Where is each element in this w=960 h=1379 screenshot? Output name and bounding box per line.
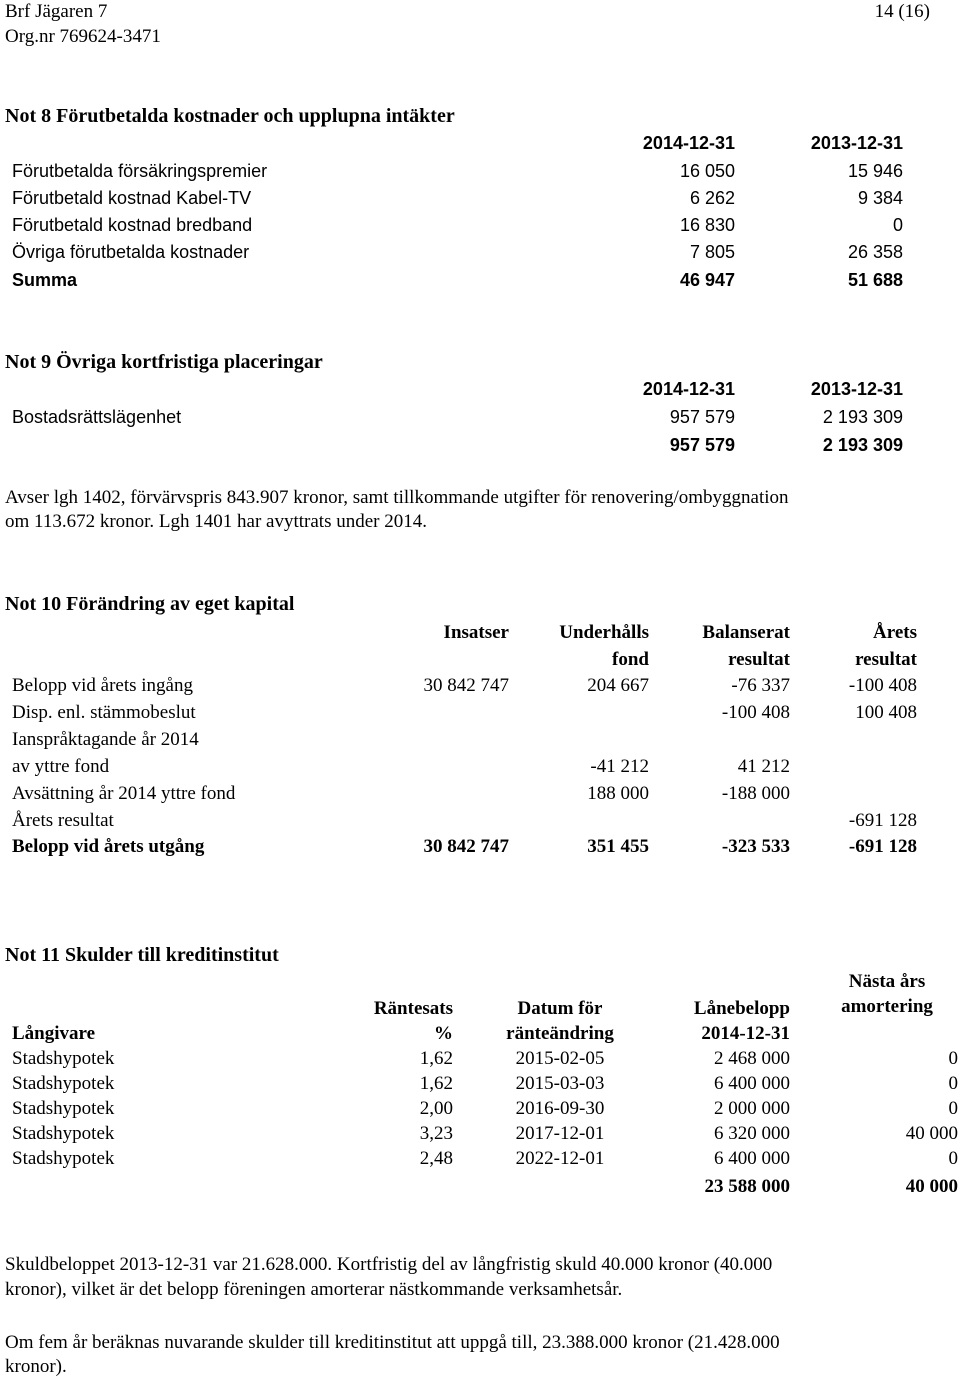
- cell-balanserat: -100 408: [721, 702, 790, 723]
- cell-amount: 2 000 000: [714, 1098, 790, 1119]
- row-value-2013: 2 193 309: [822, 407, 903, 427]
- header-date-line2: ränteändring: [506, 1023, 614, 1044]
- note11-text-line: Om fem år beräknas nuvarande skulder till kreditinstitut att uppgå till, 23.388.000 kronor (21.428.000: [5, 1332, 780, 1353]
- header-line: Balanserat: [702, 622, 790, 643]
- cell-date: 2015-02-05: [515, 1048, 605, 1069]
- cell-amount: 2 468 000: [714, 1048, 790, 1069]
- note8-col1-header: 2014-12-31: [642, 133, 735, 153]
- row-value-2014: 16 050: [679, 161, 735, 181]
- cell-date: 2022-12-01: [515, 1148, 605, 1169]
- note10-title: Not 10 Förändring av eget kapital: [5, 593, 295, 615]
- note11-text-line: Skuldbeloppet 2013-12-31 var 21.628.000. Kortfristig del av långfristig skuld 40.000 kronor (40.000: [5, 1254, 773, 1275]
- header-line: Årets: [873, 622, 917, 643]
- note8-title: Not 8 Förutbetalda kostnader och upplupna intäkter: [5, 105, 455, 127]
- total-underhallsfond: 351 455: [587, 836, 649, 857]
- cell-next-amortization: 0: [948, 1048, 958, 1069]
- row-label: Disp. enl. stämmobeslut: [12, 702, 196, 723]
- cell-balanserat: -76 337: [731, 675, 790, 696]
- total-value-2014: 46 947: [679, 270, 735, 290]
- cell-rate: 2,00: [419, 1098, 453, 1119]
- note11-text-line: kronor).: [5, 1356, 67, 1377]
- header-line: Insatser: [443, 622, 509, 643]
- cell-balanserat: -188 000: [721, 783, 790, 804]
- cell-next-amortization: 0: [948, 1098, 958, 1119]
- cell-arets: -100 408: [848, 675, 917, 696]
- row-value-2013: 0: [892, 215, 903, 235]
- note9-text-line: Avser lgh 1402, förvärvspris 843.907 kronor, samt tillkommande utgifter för renovering/ombyggnation: [5, 487, 789, 508]
- row-label: Avsättning år 2014 yttre fond: [12, 783, 236, 804]
- header-next-amortization-line2: amortering: [841, 996, 933, 1017]
- total-next-amortization: 40 000: [905, 1176, 958, 1197]
- row-label: Förutbetalda försäkringspremier: [12, 161, 268, 181]
- cell-amount: 6 400 000: [714, 1073, 790, 1094]
- row-value-2014: 6 262: [689, 188, 735, 208]
- header-rate-unit: %: [434, 1023, 453, 1044]
- cell-rate: 3,23: [419, 1123, 453, 1144]
- cell-date: 2016-09-30: [515, 1098, 605, 1119]
- row-value-2014: 957 579: [669, 407, 735, 427]
- cell-rate: 2,48: [419, 1148, 453, 1169]
- cell-underhallsfond: 188 000: [587, 783, 649, 804]
- cell-arets: 100 408: [855, 702, 917, 723]
- cell-underhallsfond: -41 212: [590, 756, 649, 777]
- cell-insatser: 30 842 747: [423, 675, 509, 696]
- total-arets: -691 128: [848, 836, 917, 857]
- row-label: Övriga förutbetalda kostnader: [12, 242, 250, 262]
- total-balanserat: -323 533: [721, 836, 790, 857]
- cell-next-amortization: 0: [948, 1148, 958, 1169]
- header-date: Datum för: [517, 998, 603, 1019]
- row-label: Ianspråktagande år 2014: [12, 729, 199, 750]
- header-amount-date: 2014-12-31: [701, 1023, 790, 1044]
- cell-lender: Stadshypotek: [12, 1148, 115, 1169]
- row-value-2013: 26 358: [847, 242, 903, 262]
- total-value-2014: 957 579: [669, 435, 735, 455]
- note11-title: Not 11 Skulder till kreditinstitut: [5, 944, 279, 966]
- row-label: Bostadsrättslägenhet: [12, 407, 182, 427]
- org-number: Org.nr 769624-3471: [5, 26, 161, 47]
- cell-balanserat: 41 212: [737, 756, 790, 777]
- note9-text-line: om 113.672 kronor. Lgh 1401 har avyttrats under 2014.: [5, 511, 427, 532]
- note9-col1-header: 2014-12-31: [642, 379, 735, 399]
- note9-title: Not 9 Övriga kortfristiga placeringar: [5, 351, 323, 373]
- cell-date: 2017-12-01: [515, 1123, 605, 1144]
- cell-amount: 6 320 000: [714, 1123, 790, 1144]
- org-name: Brf Jägaren 7: [5, 1, 108, 22]
- header-lender: Långivare: [12, 1023, 96, 1044]
- row-value-2014: 7 805: [689, 242, 735, 262]
- row-value-2014: 16 830: [679, 215, 735, 235]
- cell-lender: Stadshypotek: [12, 1098, 115, 1119]
- row-label: av yttre fond: [12, 756, 110, 777]
- row-value-2013: 15 946: [847, 161, 903, 181]
- total-amount: 23 588 000: [704, 1176, 790, 1197]
- cell-next-amortization: 40 000: [905, 1123, 958, 1144]
- cell-next-amortization: 0: [948, 1073, 958, 1094]
- total-label: Belopp vid årets utgång: [12, 836, 205, 857]
- cell-rate: 1,62: [419, 1048, 453, 1069]
- note11-text-line: kronor), vilket är det belopp föreningen amorterar nästkommande verksamhetsår.: [5, 1279, 623, 1300]
- total-value-2013: 51 688: [847, 270, 903, 290]
- cell-arets: -691 128: [848, 810, 917, 831]
- cell-rate: 1,62: [419, 1073, 453, 1094]
- row-label: Förutbetald kostnad Kabel-TV: [12, 188, 252, 208]
- cell-date: 2015-03-03: [515, 1073, 605, 1094]
- header-line: resultat: [855, 649, 917, 670]
- row-label: Årets resultat: [12, 810, 114, 831]
- header-line: Underhålls: [559, 622, 649, 643]
- header-rate: Räntesats: [373, 998, 453, 1019]
- total-value-2013: 2 193 309: [822, 435, 903, 455]
- cell-underhallsfond: 204 667: [587, 675, 649, 696]
- page-number: 14 (16): [874, 1, 930, 22]
- row-value-2013: 9 384: [857, 188, 903, 208]
- row-label: Belopp vid årets ingång: [12, 675, 193, 696]
- note8-col2-header: 2013-12-31: [810, 133, 903, 153]
- cell-lender: Stadshypotek: [12, 1048, 115, 1069]
- cell-amount: 6 400 000: [714, 1148, 790, 1169]
- header-amount: Lånebelopp: [693, 998, 790, 1019]
- note9-col2-header: 2013-12-31: [810, 379, 903, 399]
- total-label: Summa: [12, 270, 78, 290]
- header-next-amortization: Nästa års: [848, 971, 926, 992]
- cell-lender: Stadshypotek: [12, 1123, 115, 1144]
- total-insatser: 30 842 747: [423, 836, 509, 857]
- cell-lender: Stadshypotek: [12, 1073, 115, 1094]
- header-line: resultat: [728, 649, 790, 670]
- row-label: Förutbetald kostnad bredband: [12, 215, 253, 235]
- header-line: fond: [612, 649, 649, 670]
